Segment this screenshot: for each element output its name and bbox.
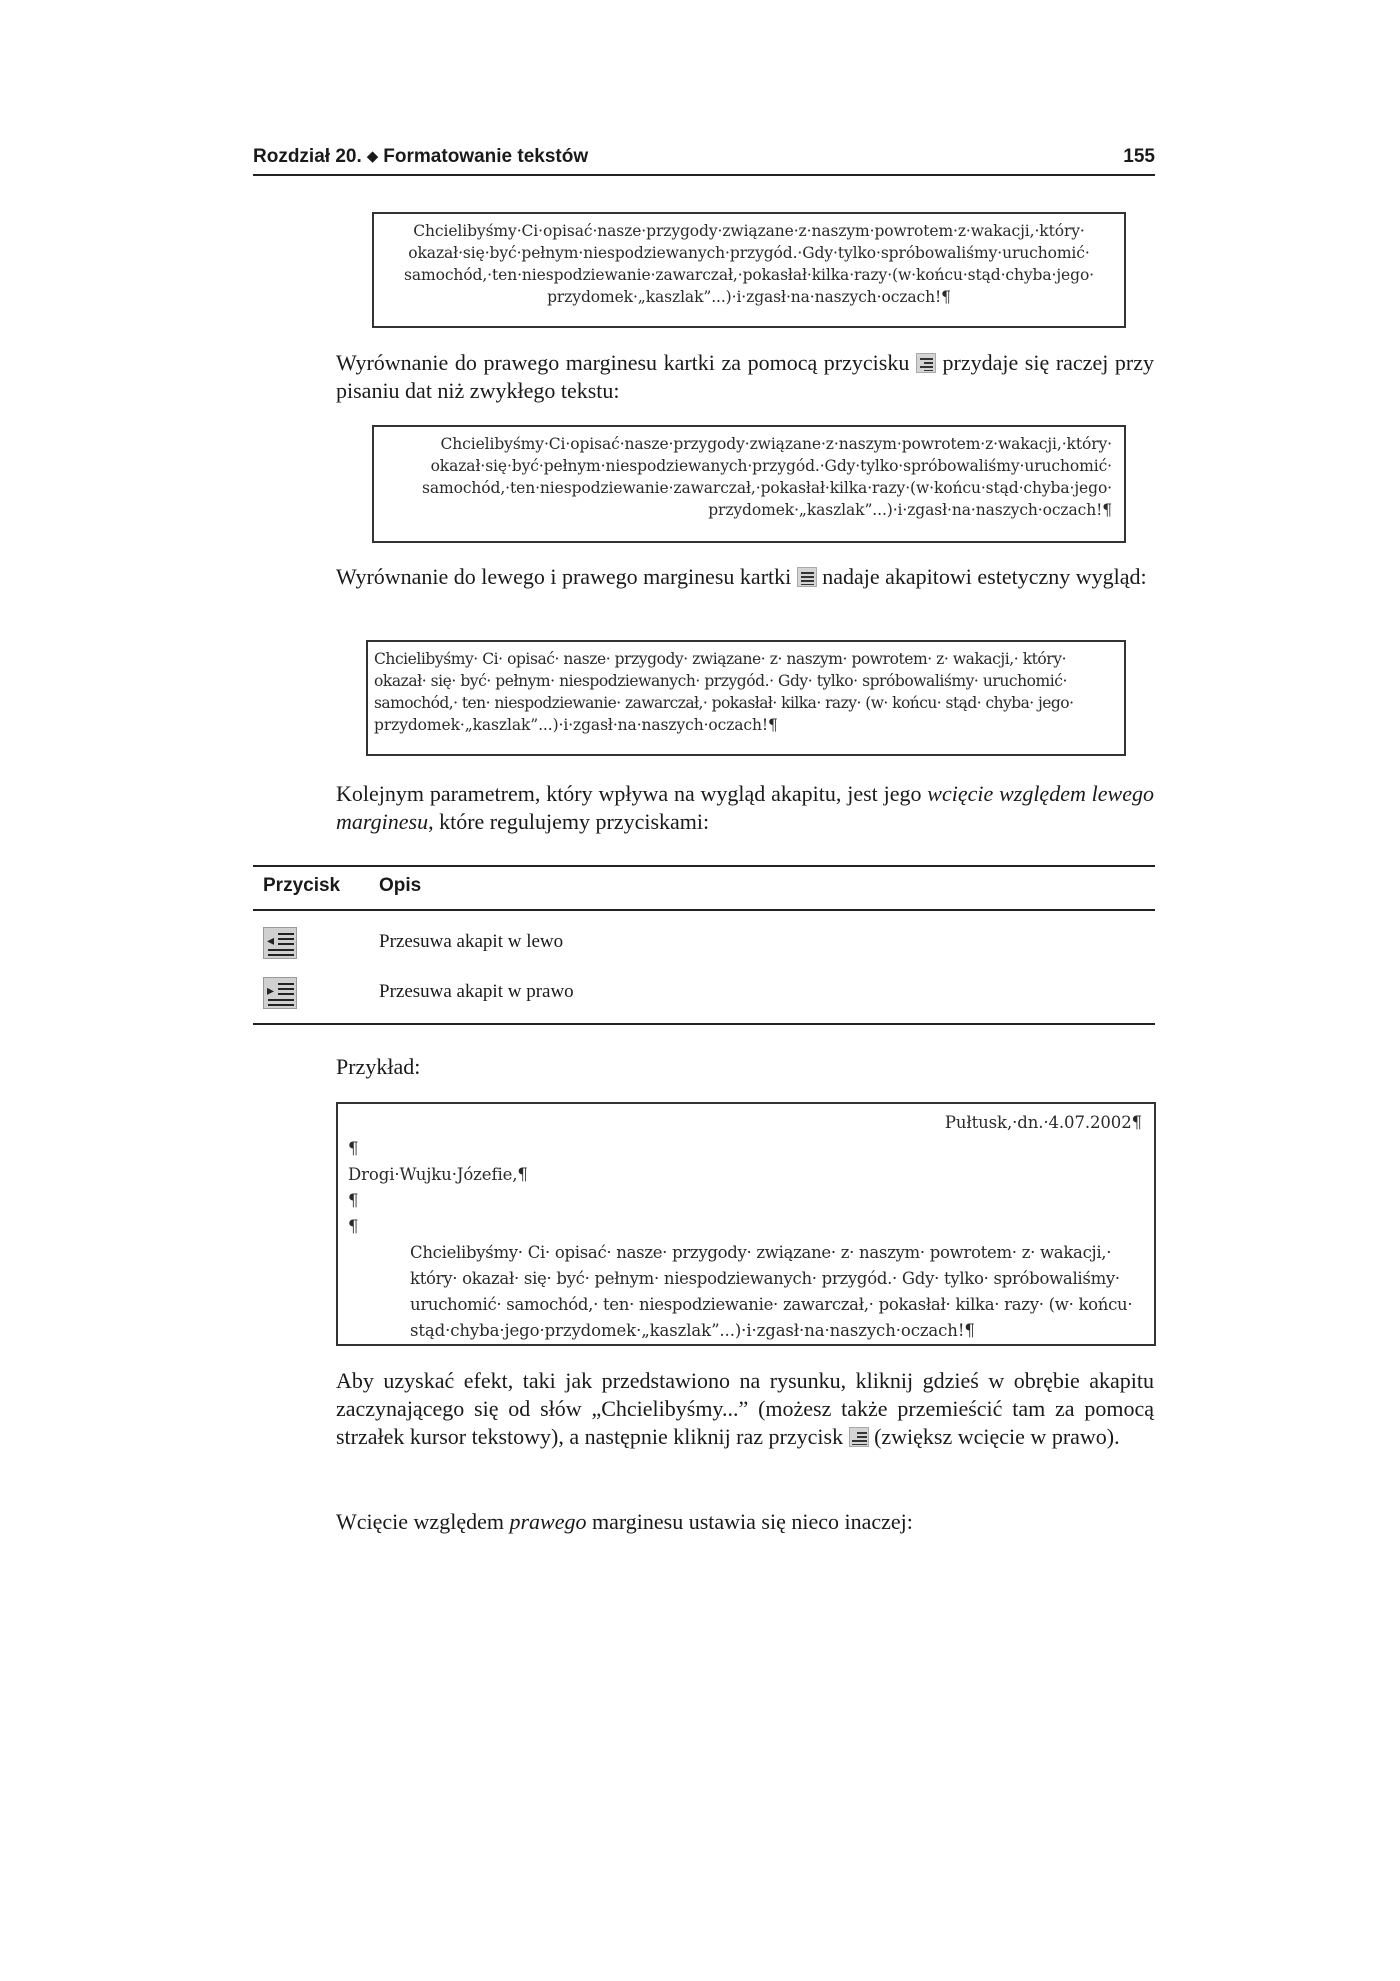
text-line: uruchomić· samochód,· ten· niespodziewanie· zawarczał,· pokasłał· kilka· razy· (w· końcu· — [410, 1295, 1133, 1314]
paragraph-right-margin: Wcięcie względem prawego marginesu ustawia się nieco inaczej: — [336, 1509, 913, 1534]
screenshot-right-aligned-paragraph — [372, 425, 1126, 543]
screenshot-centered-paragraph — [372, 212, 1126, 328]
text-line: Chcielibyśmy· Ci· opisać· nasze· przygody· związane· z· naszym· powrotem· z· wakacji,· — [410, 1243, 1112, 1262]
paragraph-indent-intro: Kolejnym parametrem, który wpływa na wygląd akapitu, jest jego wcięcie względem lewego marginesu, które regulujemy przyciskami: — [336, 781, 1154, 834]
example-label: Przykład: — [336, 1054, 421, 1079]
page-number: 155 — [1123, 146, 1155, 167]
text-line: stąd·chyba·jego·przydomek·„kaszlak”...)·i·zgasł·na·naszych·oczach!¶ — [410, 1321, 975, 1340]
column-header-description: Opis — [379, 875, 422, 896]
text-line: samochód,·ten·niespodziewanie·zawarczał,·pokasłał·kilka·razy·(w·końcu·stąd·chyba·jego· — [404, 266, 1094, 284]
table-bottom-rule — [253, 1023, 1155, 1025]
letter-date: Pułtusk,·dn.·4.07.2002¶ — [944, 1113, 1142, 1132]
letter-greeting: Drogi·Wujku·Józefie,¶ — [348, 1165, 528, 1184]
text-line: okazał·się·być·pełnym·niespodziewanych·przygód.·Gdy·tylko·spróbowaliśmy·uruchomić· — [408, 244, 1090, 262]
chapter-title: Rozdział 20. ◆ Formatowanie tekstów — [253, 146, 589, 167]
text-line: okazał·się·być·pełnym·niespodziewanych·przygód.·Gdy·tylko·spróbowaliśmy·uruchomić· — [430, 457, 1112, 475]
screenshot-justified-paragraph — [366, 640, 1126, 756]
paragraph-justify: Wyrównanie do lewego i prawego marginesu kartki nadaje akapitowi estetyczny wygląd: — [336, 564, 1147, 589]
increase-indent-icon: ▸ — [263, 977, 297, 1009]
table-row: Przesuwa akapit w lewo — [379, 931, 564, 952]
text-line: Chcielibyśmy· Ci· opisać· nasze· przygody· związane· z· naszym· powrotem· z· wakacji,· który· — [374, 650, 1067, 668]
screenshot-letter-example — [336, 1102, 1156, 1346]
text-line: Chcielibyśmy·Ci·opisać·nasze·przygody·związane·z·naszym·powrotem·z·wakacji,·który· — [413, 222, 1085, 240]
decrease-indent-icon: ◂ — [263, 927, 297, 959]
text-line: Chcielibyśmy·Ci·opisać·nasze·przygody·związane·z·naszym·powrotem·z·wakacji,·który· — [440, 435, 1112, 453]
text-line: przydomek·„kaszlak”...)·i·zgasł·na·naszych·oczach!¶ — [547, 288, 951, 306]
text-line: okazał· się· być· pełnym· niespodziewanych· przygód.· Gdy· tylko· spróbowaliśmy· uruchomić· — [374, 672, 1068, 690]
text-line: samochód,· ten· niespodziewanie· zawarczał,· pokasłał· kilka· razy· (w· końcu· stąd· chyba· jego· — [374, 694, 1074, 712]
align-right-icon — [916, 353, 936, 373]
table-top-rule — [253, 865, 1155, 867]
justify-icon — [797, 567, 817, 587]
running-header — [253, 146, 1155, 176]
table-row: Przesuwa akapit w prawo — [379, 981, 574, 1002]
paragraph-align-right: Wyrównanie do prawego marginesu kartki za pomocą przycisku przydaje się raczej przy pisaniu dat niż zwykłego tekstu: — [336, 350, 1154, 403]
pilcrow: ¶ — [348, 1139, 359, 1158]
pilcrow: ¶ — [348, 1217, 359, 1236]
column-header-button: Przycisk — [263, 875, 341, 896]
increase-indent-icon — [849, 1427, 869, 1447]
paragraph-instructions: Aby uzyskać efekt, taki jak przedstawiono na rysunku, kliknij gdzieś w obrębie akapitu zaczynającego się od słów „Chcielibyśmy...” (możesz także przemieścić tam za pomocą strzałek kursor tekstowy), a następnie kliknij raz przycisk (zwiększ wcięcie w prawo). — [336, 1368, 1154, 1449]
indented-paragraph — [348, 1240, 1144, 1344]
text-line: samochód,·ten·niespodziewanie·zawarczał,·pokasłał·kilka·razy·(w·końcu·stąd·chyba·jego· — [422, 479, 1112, 497]
table-header-rule — [253, 909, 1155, 911]
text-line: który· okazał· się· być· pełnym· niespodziewanych· przygód.· Gdy· tylko· spróbowaliśmy· — [410, 1269, 1120, 1288]
text-line: przydomek·„kaszlak”...)·i·zgasł·na·naszych·oczach!¶ — [708, 501, 1112, 519]
text-line: przydomek·„kaszlak”...)·i·zgasł·na·naszych·oczach!¶ — [374, 716, 778, 734]
pilcrow: ¶ — [348, 1191, 359, 1210]
diamond-icon: ◆ — [366, 148, 379, 165]
